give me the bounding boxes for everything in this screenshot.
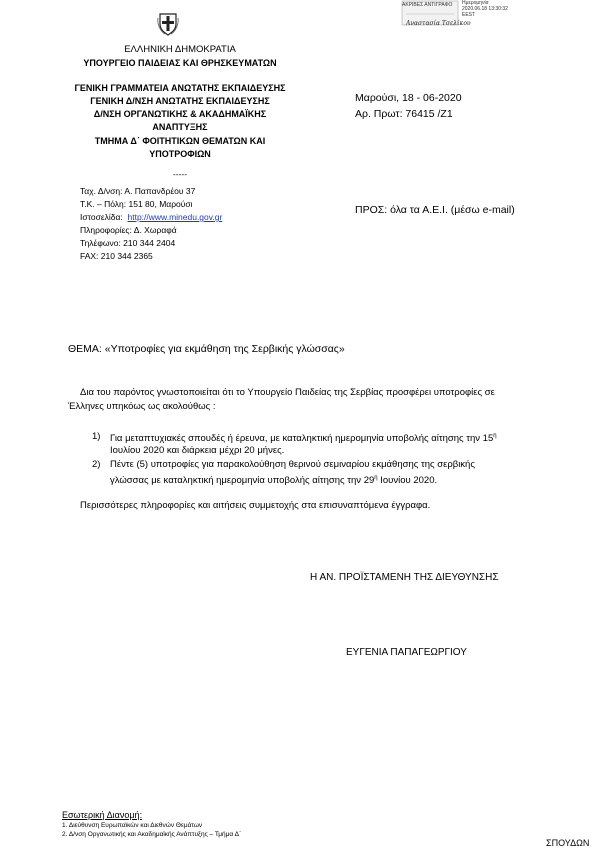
item-2-text-b: Ιουνίου 2020. <box>377 475 438 487</box>
website-link[interactable]: http://www.minedu.gov.gr <box>127 212 223 222</box>
dept-line-5: ΤΜΗΜΑ Δ΄ ΦΟΙΤΗΤΙΚΩΝ ΘΕΜΑΤΩΝ ΚΑΙ <box>94 136 266 146</box>
distribution-item: 1. Διεύθυνση Ευρωπαϊκών και Διεθνών Θεμάτων <box>62 822 203 829</box>
contact-postal: Τ.Κ. – Πόλη: 151 80, Μαρούσι <box>80 199 193 209</box>
item-1-text: Για μεταπτυχιακές σπουδές ή έρευνα, με καταληκτική ημερομηνία υποβολής αίτησης την 15 <box>110 433 494 445</box>
subject: ΘΕΜΑ: «Υποτροφίες για εκμάθηση της Σερβικής γλώσσας» <box>68 343 345 355</box>
dept-line-3: Δ/ΝΣΗ ΟΡΓΑΝΩΤΙΚΗΣ & ΑΚΑΔΗΜΑΪΚΗΣ <box>93 109 267 119</box>
dept-line-4: ΑΝΑΠΤΥΞΗΣ <box>152 122 208 132</box>
issuer-country: ΕΛΛΗΝΙΚΗ ΔΗΜΟΚΡΑΤΙΑ <box>124 44 236 55</box>
place-date: Μαρούσι, 18 - 06-2020 <box>355 92 462 104</box>
item-1-sup: η <box>493 433 497 439</box>
signature-name: ΕΥΓΕΝΙΑ ΠΑΠΑΓΕΩΡΓΙΟΥ <box>346 647 467 658</box>
item-2-text-a: γλώσσας με καταληκτική ημερομηνία υποβολής αίτησης την 29 <box>110 475 375 487</box>
stamp-line-1: ΑΚΡΙΒΕΣ ΑΝΤΙΓΡΑΦΟ <box>402 2 453 8</box>
signature-stamp <box>400 0 530 30</box>
distribution-item: 2. Δ/νση Οργανωτικής και Ακαδημαϊκής Ανάπτυξης – Τμήμα Δ΄ <box>62 831 242 838</box>
contact-phone: Τηλέφωνο: 210 344 2404 <box>80 238 176 248</box>
item-1-number: 1) <box>92 431 101 442</box>
stamp-line-2: Ημερομηνία <box>462 0 489 6</box>
dept-line-1: ΓΕΝΙΚΗ ΓΡΑΜΜΑΤΕΙΑ ΑΝΩΤΑΤΗΣ ΕΚΠΑΙΔΕΥΣΗΣ <box>74 83 286 93</box>
stamp-line-4: EEST <box>462 12 476 18</box>
protocol-number: Αρ. Πρωτ: 76415 /Ζ1 <box>355 108 453 120</box>
item-1-line-1 <box>110 430 497 445</box>
website-label: Ιστοσελίδα: <box>80 212 123 222</box>
distribution-heading: Εσωτερική Διανομή: <box>62 810 143 820</box>
intro-line-2: Έλληνες υπηκόως ως ακολούθως : <box>68 401 216 412</box>
item-2-sup: η <box>374 475 378 481</box>
emblem <box>157 12 179 41</box>
issuer-ministry: ΥΠΟΥΡΓΕΙΟ ΠΑΙΔΕΙΑΣ ΚΑΙ ΘΡΗΣΚΕΥΜΑΤΩΝ <box>83 58 277 68</box>
signature-title: Η ΑΝ. ΠΡΟΪΣΤΑΜΕΝΗ ΤΗΣ ΔΙΕΥΘΥΝΣΗΣ <box>310 572 499 583</box>
contact-website <box>80 211 222 224</box>
cut-off-text: ΣΠΟΥΔΩΝ <box>546 838 590 848</box>
dept-line-2: ΓΕΝΙΚΗ Δ/ΝΣΗ ΑΝΩΤΑΤΗΣ ΕΚΠΑΙΔΕΥΣΗΣ <box>90 96 270 106</box>
item-2-number: 2) <box>92 459 101 470</box>
dept-line-6: ΥΠΟΤΡΟΦΙΩΝ <box>149 149 211 159</box>
recipient: ΠΡΟΣ: όλα τα Α.Ε.Ι. (μέσω e-mail) <box>355 204 515 216</box>
item-2-line-2 <box>110 472 437 487</box>
closing-text: Περισσότερες πληροφορίες και αιτήσεις συμμετοχής στα επισυναπτόμενα έγγραφα. <box>80 500 431 511</box>
intro-line-1: Δια του παρόντος γνωστοποιείται ότι το Υπουργείο Παιδείας της Σερβίας προσφέρει υποτροφίες σε <box>80 387 495 398</box>
item-1-line-2: Ιουλίου 2020 και διάρκεια μέχρι 20 μήνες. <box>110 445 285 456</box>
contact-address: Ταχ. Δ/νση: Α. Παπανδρέου 37 <box>80 186 196 196</box>
greek-coat-of-arms-icon <box>157 12 179 36</box>
item-2-line-1: Πέντε (5) υποτροφίες για παρακολούθηση θερινού σεμιναρίου εκμάθησης της σερβικής <box>110 459 475 470</box>
stamp-signer: Αναστασία Τσελίκου <box>406 20 471 27</box>
header-separator: ----- <box>172 169 188 179</box>
contact-info: Πληροφορίες: Δ. Χωραφά <box>80 225 177 235</box>
contact-fax: FAX: 210 344 2365 <box>80 251 153 261</box>
stamp-line-3: 2020.06.18 13:30:32 <box>462 6 508 12</box>
